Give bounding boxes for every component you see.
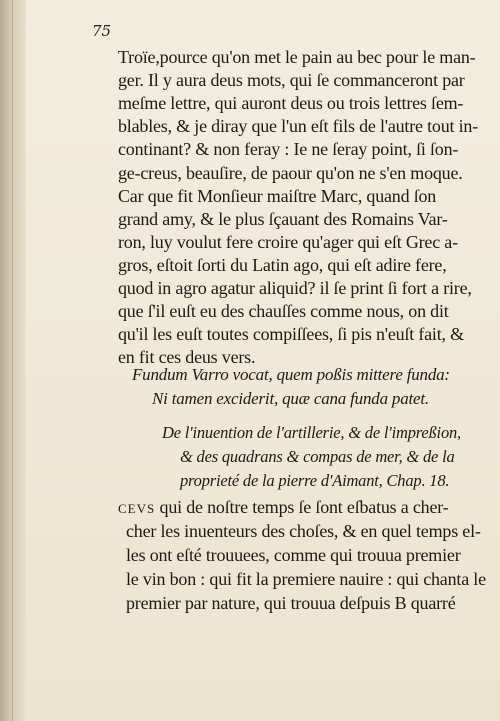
- chapter-heading-line: & des quadrans & compas de mer, & de la: [180, 447, 455, 466]
- verse-line: Fundum Varro vocat, quem poßis mittere funda:: [132, 365, 450, 384]
- chapter-heading-line: De l'inuention de l'artillerie, & de l'impreßion,: [162, 423, 461, 442]
- page-number: 75: [92, 22, 112, 40]
- paragraph-one-line: qu'il les euſt toutes compiſſees, ſi pis n'euſt fait, &: [118, 324, 464, 345]
- verse-line: Ni tamen exciderit, quæ cana funda patet.: [152, 389, 429, 408]
- paragraph-one-line: ger. Il y aura deus mots, qui ſe commanceront par: [118, 70, 465, 91]
- paragraph-one-line: Car que fit Monſieur maiſtre Marc, quand ſon: [118, 185, 437, 206]
- paragraph-one-line: que ſ'il euſt eu des chauſſes comme nous, on dit: [118, 301, 449, 322]
- paragraph-one-line: gros, eſtoit ſorti du Latin ago, qui eſt adire fere,: [118, 254, 447, 275]
- paragraph-two-line: les ont eſté trouuees, comme qui trouua premier: [126, 545, 461, 565]
- paragraph-one-line: meſme lettre, qui auront deus ou trois lettres ſem-: [118, 93, 464, 114]
- paragraph-two-line: cher les inuenteurs des choſes, & en quel temps el-: [126, 521, 481, 541]
- paragraph-two-line: [118, 496, 448, 520]
- paragraph-two-first-line: qui de noſtre temps ſe ſont eſbatus a cher-: [155, 497, 449, 517]
- paragraph-one-line: grand amy, & le plus ſçauant des Romains Var-: [118, 208, 448, 229]
- opening-word: CEVS: [118, 501, 156, 516]
- paragraph-one-line: ron, luy voulut fere croire qu'ager qui eſt Grec a-: [118, 231, 458, 252]
- paragraph-one-line: blables, & je diray que l'un eſt fils de l'autre tout in-: [118, 116, 478, 137]
- paragraph-one-line: Troïe,pource qu'on met le pain au bec pour le man-: [118, 47, 476, 67]
- paragraph-one-line: continant? & non feray : Ie ne ſeray point, ſi ſon-: [118, 139, 459, 160]
- paragraph-two-line: le vin bon : qui fit la premiere nauire : qui chanta le: [126, 569, 486, 589]
- paragraph-one-line: quod in agro agatur aliquid? il ſe print ſi fort a rire,: [118, 278, 472, 298]
- paragraph-two-line: premier par nature, qui trouua deſpuis B quarré: [126, 593, 456, 613]
- paragraph-one-line: en fit ces deus vers.: [118, 347, 256, 368]
- paragraph-one-line: ge-creus, beauſire, de paour qu'on ne s'en moque.: [118, 162, 463, 183]
- book-gutter: [0, 0, 26, 721]
- chapter-heading-line: proprieté de la pierre d'Aimant, Chap. 18.: [180, 471, 450, 490]
- gutter-fold: [12, 0, 13, 721]
